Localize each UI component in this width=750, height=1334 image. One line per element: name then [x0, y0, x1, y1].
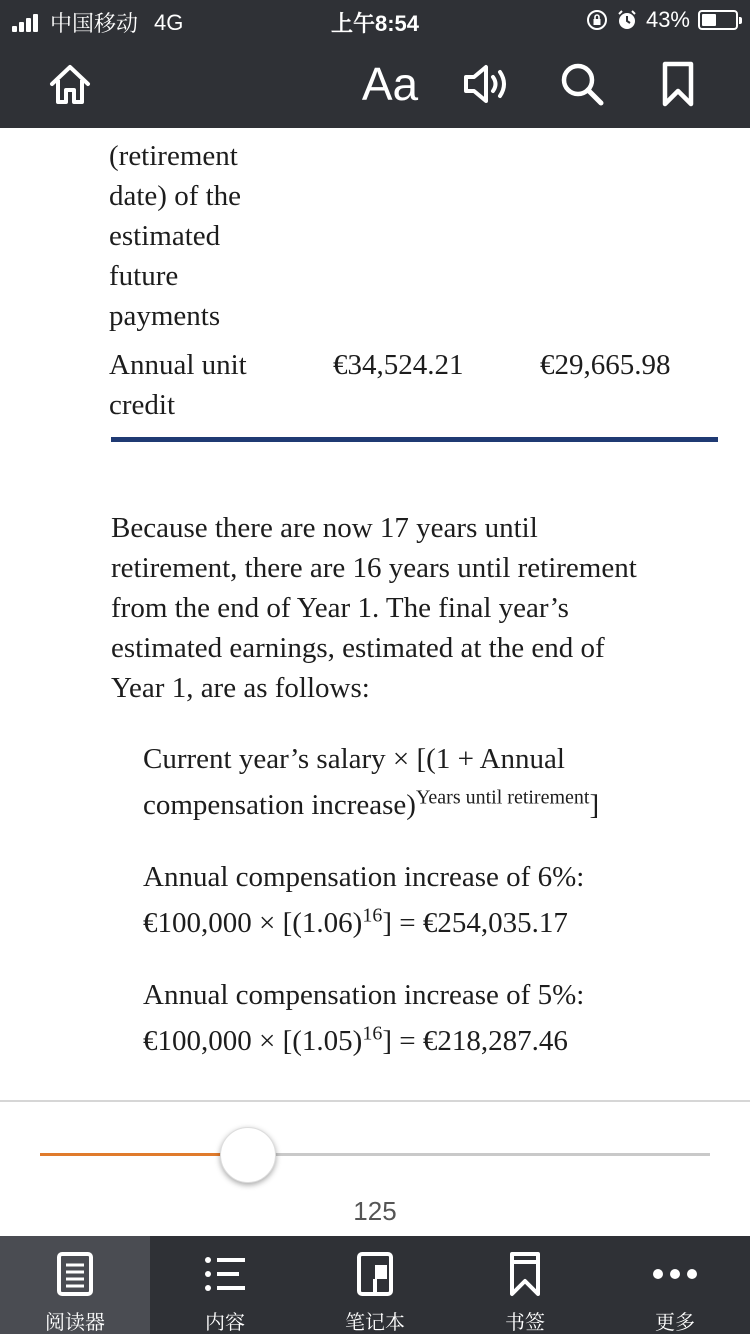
tab-label: 书签	[505, 1312, 545, 1334]
reader-toolbar	[0, 40, 750, 128]
paragraph-line: retirement, there are 16 years until retirement	[111, 552, 637, 584]
status-right	[586, 7, 738, 33]
search-button[interactable]	[552, 56, 612, 112]
clock: 上午8:54	[330, 11, 420, 36]
paragraph-line: from the end of Year 1. The final year’s	[111, 592, 569, 624]
battery-icon	[698, 10, 738, 30]
slider-thumb[interactable]	[220, 1127, 276, 1183]
formula-line: Current year’s salary × [(1 + Annual	[143, 743, 565, 775]
paragraph-line: Year 1, are as follows:	[111, 672, 370, 704]
formula-title: Annual compensation increase of 5%:	[143, 979, 585, 1011]
battery-fill	[702, 14, 716, 26]
list-icon	[203, 1254, 247, 1294]
more-icon	[651, 1267, 699, 1281]
status-bar	[0, 0, 750, 40]
table-label-line: payments	[109, 300, 221, 332]
home-button[interactable]	[40, 56, 100, 112]
general-formula	[143, 736, 599, 828]
tab-bookmarks[interactable]	[450, 1236, 600, 1334]
reading-page	[0, 128, 750, 1100]
bookmark-icon	[660, 60, 696, 108]
table-label-line: date) of the	[109, 180, 242, 212]
network-type: 4G	[154, 9, 184, 35]
table-label-line: credit	[109, 389, 176, 421]
formula-line: €100,000 × $[(1.05)^{16}]$ = €218,287.46	[143, 1022, 568, 1057]
bookmark-button[interactable]	[650, 56, 706, 112]
read-aloud-button[interactable]	[456, 56, 516, 112]
formula-case-6-percent	[143, 854, 584, 946]
tab-label: 阅读器	[45, 1312, 105, 1334]
notebook-icon	[355, 1251, 395, 1297]
orientation-lock-icon	[586, 9, 608, 31]
table-row-label	[109, 345, 247, 425]
table-row-label	[109, 136, 241, 336]
formula-title: Annual compensation increase of 6%:	[143, 861, 585, 893]
tab-label: 更多	[655, 1312, 695, 1334]
carrier-name: 中国移动	[50, 11, 139, 36]
table-label-line: estimated	[109, 220, 221, 252]
status-left	[12, 7, 183, 38]
table-bottom-rule	[111, 437, 718, 442]
document-icon	[55, 1251, 95, 1297]
search-icon	[558, 60, 606, 108]
table-label-line: future	[109, 260, 179, 292]
paragraph-line: estimated earnings, estimated at the end of	[111, 632, 605, 664]
bottom-tab-bar	[0, 1236, 750, 1334]
table-cell-value: €34,524.21	[333, 349, 464, 381]
table-label-line: Annual unit	[109, 349, 247, 381]
table-label-line: (retirement	[109, 140, 238, 172]
speaker-icon	[460, 62, 512, 106]
table-cell-value: €29,665.98	[540, 349, 671, 381]
battery-percent: 43%	[645, 7, 690, 32]
tab-contents[interactable]	[150, 1236, 300, 1334]
signal-icon	[12, 14, 40, 32]
content-divider	[0, 1100, 750, 1102]
formula-exponent: Years until retirement	[415, 786, 590, 809]
tab-label: 内容	[205, 1312, 245, 1334]
formula-line: €100,000 × $[(1.06)^{16}]$ = €254,035.17	[143, 904, 568, 939]
page-number: 125	[353, 1196, 397, 1226]
alarm-icon	[616, 9, 638, 31]
paragraph-line: Because there are now 17 years until	[111, 512, 538, 544]
slider-progress	[40, 1153, 248, 1156]
tab-more[interactable]	[600, 1236, 750, 1334]
formula-exponent: 16	[362, 904, 383, 927]
page-slider[interactable]	[40, 1125, 710, 1185]
bookmark-icon	[508, 1251, 542, 1297]
formula-case-5-percent	[143, 972, 584, 1064]
tab-label: 笔记本	[345, 1312, 405, 1334]
tab-notebook[interactable]	[300, 1236, 450, 1334]
tab-reader[interactable]	[0, 1236, 150, 1334]
body-paragraph	[111, 508, 711, 708]
font-settings-button[interactable]: Aa	[361, 58, 419, 110]
formula-line: compensation increase)$^{Years until retirement}$]	[143, 786, 600, 821]
formula-exponent: 16	[362, 1022, 383, 1045]
home-icon	[46, 60, 94, 108]
